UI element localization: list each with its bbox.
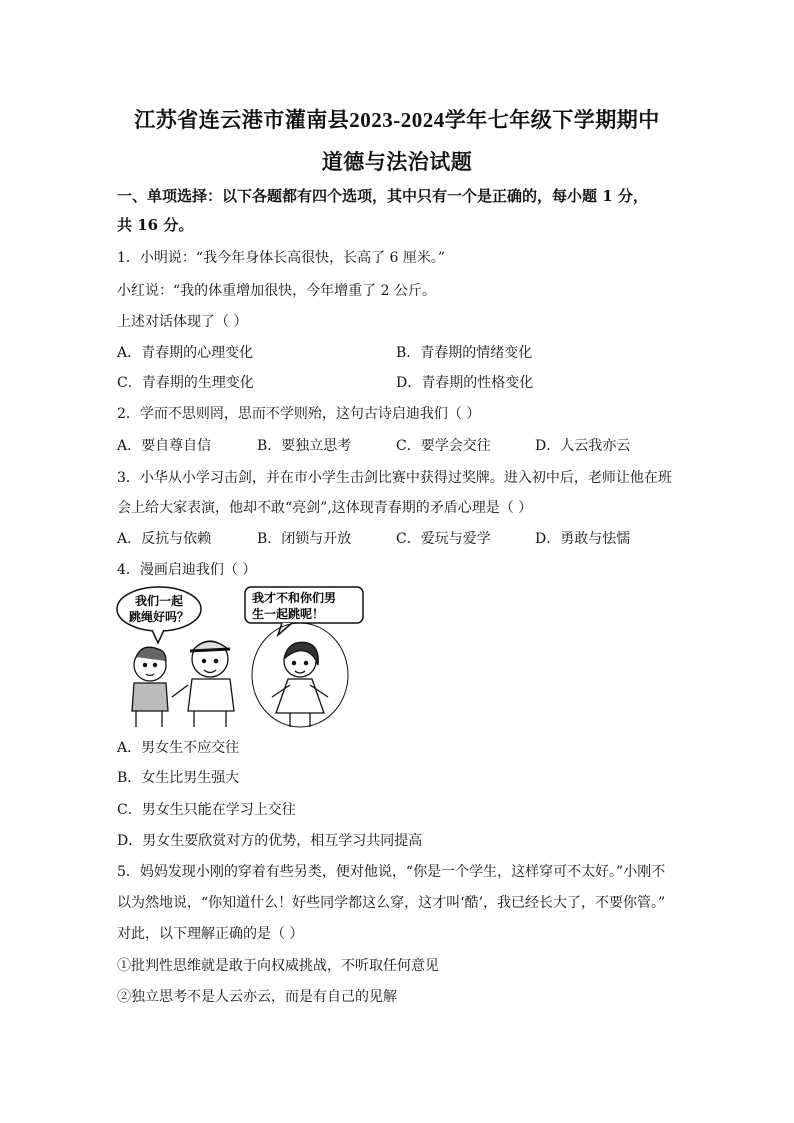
- q4-option-d: D．男女生要欣赏对方的优势，相互学习共同提高: [117, 833, 423, 849]
- q4-stem: 4．漫画启迪我们（ ）: [117, 562, 257, 578]
- q2-stem: 2．学而不思则罔，思而不学则殆，这句古诗启迪我们（ ）: [117, 406, 481, 422]
- boy-figure-left: [132, 647, 168, 727]
- section-heading-cont: 共 16 分。: [117, 216, 194, 234]
- q3-option-a: A．反抗与依赖: [117, 531, 212, 547]
- comic-illustration: [112, 585, 382, 730]
- q3-stem-2: 会上给大家表演，他却不敢“亮剑”,这体现青春期的矛盾心理是（ ）: [117, 500, 533, 516]
- boy-figure-right: [172, 641, 234, 727]
- bubble-girl-line1: 我才不和你们男: [252, 591, 337, 605]
- bubble-girl-line2: 生一起跳呢！: [252, 607, 325, 621]
- q3-option-b: B．闭锁与开放: [257, 531, 352, 547]
- q1-option-b: B．青春期的情绪变化: [396, 345, 533, 361]
- bubble-boys-line1: 我们一起: [134, 594, 184, 608]
- speech-bubble-boys: [117, 587, 201, 643]
- section-heading: 一、单项选择：以下各题都有四个选项，其中只有一个是正确的，每小题 1 分，: [117, 187, 648, 205]
- q4-option-b: B．女生比男生强大: [117, 770, 240, 786]
- q1-stem: 1．小明说：“我今年身体长高很快，长高了 6 厘米。”: [117, 250, 446, 266]
- q2-option-c: C．要学会交往: [396, 438, 491, 454]
- speech-bubble-girl: [245, 587, 363, 635]
- q5-statement-1: ①批判性思维就是敢于向权威挑战，不听取任何意见: [117, 958, 439, 974]
- q1-option-d: D．青春期的性格变化: [396, 375, 534, 391]
- q3-option-c: C．爱玩与爱学: [396, 531, 491, 547]
- q4-option-a: A．男女生不应交往: [117, 740, 240, 756]
- q3-stem: 3．小华从小学习击剑，并在市小学生击剑比赛中获得过奖牌。进入初中后，老师让他在班: [117, 470, 672, 486]
- exam-title-line1: 江苏省连云港市灌南县2023-2024学年七年级下学期期中: [134, 108, 660, 132]
- q2-option-b: B．要独立思考: [257, 438, 352, 454]
- q1-prompt: 上述对话体现了（ ）: [117, 314, 248, 330]
- bubble-boys-line2: 跳绳好吗？: [128, 610, 190, 624]
- exam-title-line2: 道德与法治试题: [321, 150, 473, 174]
- q5-prompt: 对此，以下理解正确的是（ ）: [117, 926, 304, 942]
- q1-option-a: A．青春期的心理变化: [117, 345, 254, 361]
- q5-stem: 5．妈妈发现小刚的穿着有些另类，便对他说，“你是一个学生，这样穿可不太好。”小刚不: [117, 864, 666, 880]
- q2-option-d: D．人云我亦云: [535, 438, 631, 454]
- girl-figure: [252, 623, 348, 727]
- q3-option-d: D．勇敢与怯懦: [535, 531, 631, 547]
- q2-option-a: A．要自尊自信: [117, 438, 212, 454]
- q1-option-c: C．青春期的生理变化: [117, 375, 254, 391]
- q5-statement-2: ②独立思考不是人云亦云，而是有自己的见解: [117, 989, 397, 1005]
- q5-stem-2: 以为然地说，“你知道什么！好些同学都这么穿，这才叫‘酷’，我已经长大了，不要你管。”: [117, 895, 666, 911]
- q4-option-c: C．男女生只能在学习上交往: [117, 802, 296, 818]
- q1-stem-2: 小红说：“我的体重增加很快，今年增重了 2 公斤。: [117, 283, 436, 299]
